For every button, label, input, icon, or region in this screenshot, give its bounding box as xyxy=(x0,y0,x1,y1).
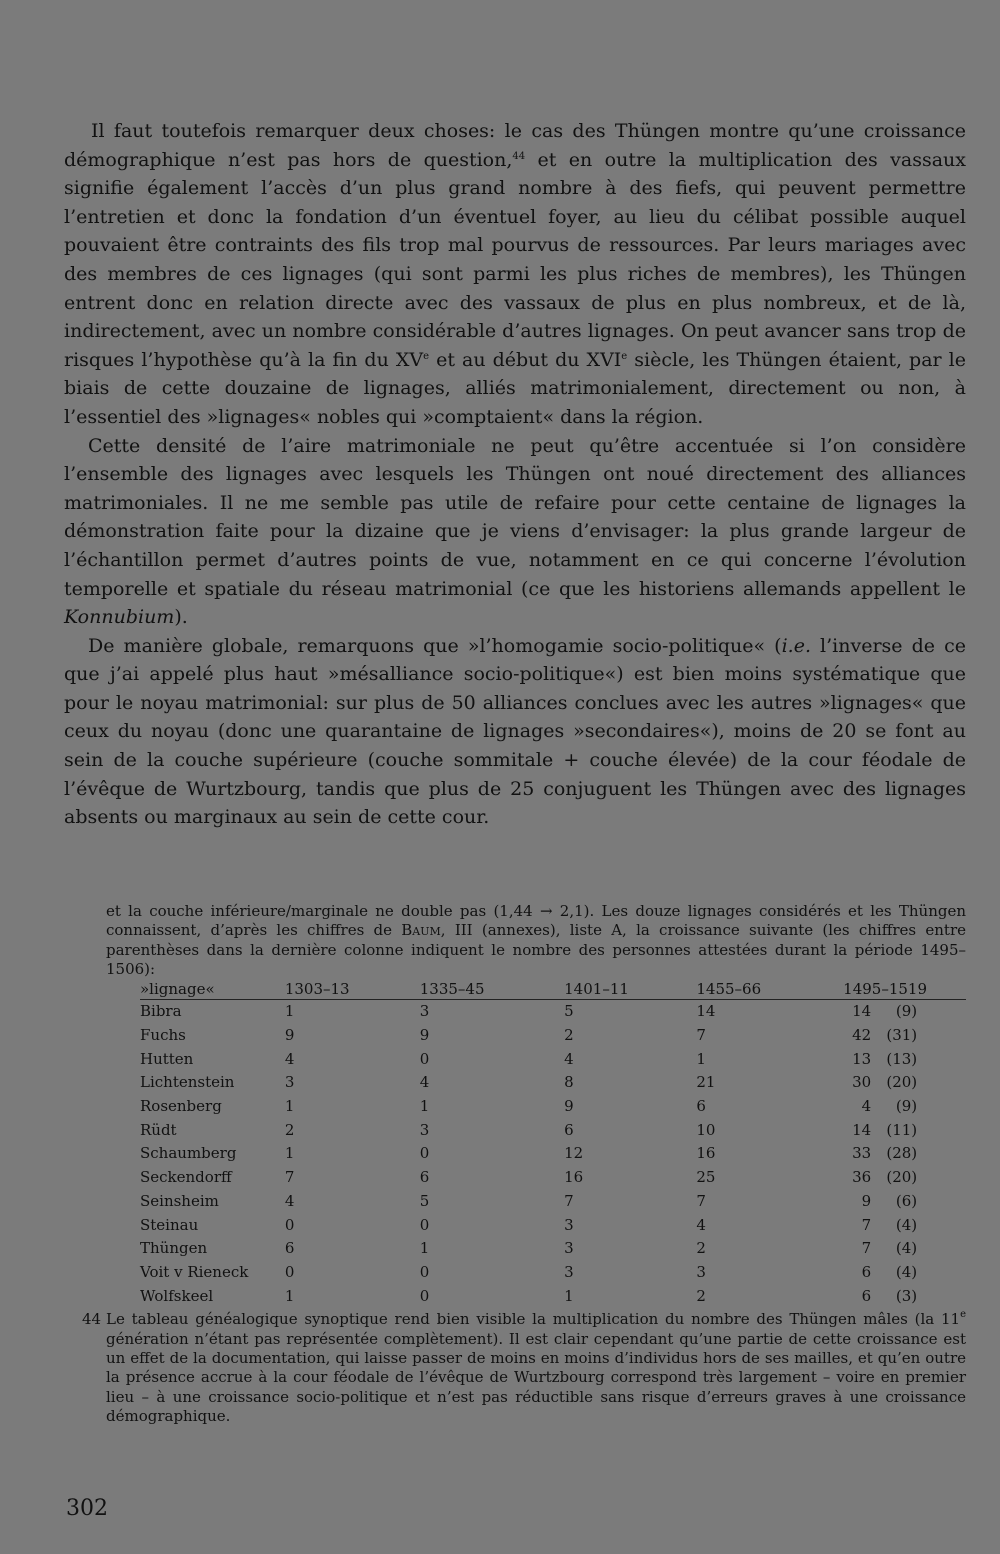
count-cell: 7 xyxy=(284,1168,295,1187)
count-cell xyxy=(819,1000,966,1024)
count-value: 33 xyxy=(852,1144,872,1163)
count-value: 4 xyxy=(861,1097,872,1115)
count-cell: 1 xyxy=(419,1239,430,1258)
paragraph-text: ). xyxy=(174,606,188,629)
column-header: 1335–45 xyxy=(396,979,536,1000)
count-cell: 7 xyxy=(564,1191,574,1210)
paragraph-1 xyxy=(64,117,966,432)
attested-count: (20) xyxy=(886,1168,918,1187)
italic-term: i.e. xyxy=(781,634,811,657)
count-cell: 3 xyxy=(419,1002,430,1021)
attested-count: (9) xyxy=(895,1002,918,1021)
main-text xyxy=(64,117,966,832)
lineage-name: Thüngen xyxy=(140,1239,208,1258)
count-value: 42 xyxy=(852,1025,872,1044)
count-cell: 9 xyxy=(284,1025,295,1044)
count-cell: 6 xyxy=(284,1239,295,1258)
table-row xyxy=(140,1285,966,1309)
count-cell: 3 xyxy=(284,1073,295,1092)
footnote-text-part: Le tableau généalogique synoptique rend bien visible la multiplication du nombre des Thüngen mâles (la 11 xyxy=(106,1310,961,1329)
count-cell xyxy=(819,1095,966,1119)
count-cell: 1 xyxy=(284,1002,295,1021)
table-row xyxy=(140,1095,966,1119)
count-cell: 3 xyxy=(419,1120,430,1139)
count-cell: 4 xyxy=(284,1191,295,1210)
count-cell: 2 xyxy=(696,1286,706,1305)
footnote-text: , III (annexes), liste A, la croissance suivante (les chiffres entre parenthèses dans la dernière colonne indiquent le nombre des personnes attestées durant la période 1495–1506): xyxy=(106,921,966,978)
count-value: 13 xyxy=(852,1049,872,1068)
lineage-name: Voit v Rieneck xyxy=(140,1262,249,1281)
lineage-name: Rosenberg xyxy=(140,1097,222,1115)
count-cell: 14 xyxy=(696,1002,716,1021)
lineage-name: Lichtenstein xyxy=(140,1073,235,1092)
count-cell: 0 xyxy=(419,1144,430,1163)
count-cell xyxy=(819,1119,966,1143)
superscript: e xyxy=(423,350,430,362)
count-cell: 3 xyxy=(564,1215,574,1234)
attested-count: (31) xyxy=(886,1025,918,1044)
paragraph-text: et en outre la multiplication des vassaux signifie également l’accès d’un plus grand nombre à des fiefs, qui peuvent permettre l’entretien et donc la fondation d’un éventuel foyer, au lieu du célibat possible auquel pouvaient être contraints des fils trop mal pourvus de ressources. Par leurs mariages avec des membres de ces lignages (qui sont parmi les plus riches de membres), les Thüngen entrent donc en relation directe avec des vassaux de plus en plus nombreux, et de là, indirectement, avec un nombre considérable d’autres lignages. On peut avancer sans trop de risques l’hypothèse qu’à la fin du XV xyxy=(64,148,966,371)
attested-count: (4) xyxy=(895,1239,918,1258)
paragraph-text: De manière globale, remarquons que »l’homogamie socio-politique« ( xyxy=(88,634,782,657)
count-cell: 3 xyxy=(564,1239,574,1258)
column-header: 1495–1519 xyxy=(819,979,966,1000)
count-value: 30 xyxy=(852,1073,872,1092)
italic-term: Konnubium xyxy=(64,606,175,629)
attested-count: (9) xyxy=(895,1097,918,1115)
count-cell: 5 xyxy=(419,1191,430,1210)
lineage-table xyxy=(140,979,966,1308)
table-row xyxy=(140,1166,966,1190)
count-cell: 21 xyxy=(696,1073,716,1092)
count-cell: 12 xyxy=(564,1144,584,1163)
count-cell: 2 xyxy=(564,1025,574,1044)
paragraph-text: l’inverse de ce que j’ai appelé plus haut »mésalliance socio-politique«) est bien moins systématique que pour le noyau matrimonial: sur plus de 50 alliances conclues avec les autres »lignages« que ceux du noyau (donc une quarantaine de lignages »secondaires«), moins de 20 se font au sein de la couche supérieure (couche sommitale + couche élevée) de la cour féodale de l’évêque de Wurtzbourg, tandis que plus de 25 conjuguent les Thüngen avec des lignages absents ou marginaux au sein de cette cour. xyxy=(64,634,966,829)
footnote-ref-44[interactable]: 44 xyxy=(512,150,526,162)
count-cell xyxy=(819,1142,966,1166)
count-cell xyxy=(819,1261,966,1285)
count-cell xyxy=(819,1048,966,1072)
count-cell: 6 xyxy=(696,1097,706,1115)
count-cell: 1 xyxy=(564,1286,574,1305)
footnote-continuation xyxy=(64,902,966,979)
count-value: 9 xyxy=(861,1191,872,1210)
count-cell: 4 xyxy=(284,1049,295,1068)
paragraph-text: Cette densité de l’aire matrimoniale ne peut qu’être accentuée si l’on considère l’ensemble des lignages avec lesquels les Thüngen ont noué directement des alliances matrimoniales. Il ne me semble pas utile de refaire pour cette centaine de lignages la démonstration faite pour la dizaine que je viens d’envisager: la plus grande largeur de l’échantillon permet d’autres points de vue, notamment en ce qui concerne l’évolution temporelle et spatiale du réseau matrimonial (ce que les historiens allemands appellent le xyxy=(64,434,966,600)
page-number: 302 xyxy=(66,1496,108,1521)
count-cell: 25 xyxy=(696,1168,716,1187)
count-cell xyxy=(819,1166,966,1190)
table-row xyxy=(140,1237,966,1261)
count-value: 6 xyxy=(861,1286,872,1305)
attested-count: (28) xyxy=(886,1144,918,1163)
paragraph-2 xyxy=(64,432,966,632)
count-cell: 1 xyxy=(284,1097,295,1115)
count-cell: 1 xyxy=(419,1097,430,1115)
footnote-text: et la couche inférieure/marginale ne double pas (1,44 → 2,1). Les douze lignages considérés et les Thüngen connaissent, d’après les chiffres de xyxy=(106,902,966,940)
count-value: 6 xyxy=(861,1262,872,1281)
column-header: 1455–66 xyxy=(682,979,819,1000)
count-cell: 16 xyxy=(696,1144,716,1163)
count-cell: 4 xyxy=(419,1073,430,1092)
superscript: e xyxy=(621,350,628,362)
paragraph-text: siècle, les Thüngen étaient, par le biais de cette douzaine de lignages, alliés matrimonialement, directement ou non, à l’essentiel des »lignages« nobles qui »comptaient« dans la région. xyxy=(64,348,966,428)
table-header-row xyxy=(140,979,966,1000)
lineage-name: Rüdt xyxy=(140,1120,177,1139)
count-cell: 4 xyxy=(696,1215,706,1234)
count-cell: 16 xyxy=(564,1168,584,1187)
footnote-number: 44 xyxy=(82,1310,102,1329)
count-value: 36 xyxy=(852,1168,872,1187)
author-name: Baum xyxy=(401,921,441,940)
table-row xyxy=(140,1142,966,1166)
lineage-name: Wolfskeel xyxy=(140,1286,214,1305)
table-row xyxy=(140,1000,966,1024)
attested-count: (4) xyxy=(895,1215,918,1234)
column-header: »lignage« xyxy=(140,979,281,1000)
count-cell: 6 xyxy=(419,1168,430,1187)
count-cell: 0 xyxy=(284,1215,295,1234)
count-cell xyxy=(819,1071,966,1095)
table-row xyxy=(140,1214,966,1238)
lineage-name: Hutten xyxy=(140,1049,194,1068)
table-row xyxy=(140,1024,966,1048)
column-header: 1401–11 xyxy=(536,979,682,1000)
count-cell xyxy=(819,1285,966,1309)
table-row xyxy=(140,1190,966,1214)
footnotes xyxy=(64,902,966,1426)
table-row xyxy=(140,1119,966,1143)
count-cell: 7 xyxy=(696,1191,706,1210)
count-value: 7 xyxy=(861,1215,872,1234)
count-cell: 5 xyxy=(564,1002,574,1021)
attested-count: (11) xyxy=(886,1120,918,1139)
count-value: 14 xyxy=(852,1120,872,1139)
footnote-text xyxy=(106,1310,966,1426)
count-cell: 0 xyxy=(419,1286,430,1305)
count-cell: 9 xyxy=(564,1097,574,1115)
attested-count: (3) xyxy=(895,1286,918,1305)
count-cell: 0 xyxy=(419,1215,430,1234)
table-row xyxy=(140,1048,966,1072)
table-body xyxy=(140,1000,966,1309)
paragraph-text: Il faut toutefois remarquer deux choses: le cas des Thüngen montre qu’une croissance démographique n’est pas hors de question, xyxy=(64,120,966,171)
lineage-name: Seinsheim xyxy=(140,1191,219,1210)
lineage-name: Bibra xyxy=(140,1002,182,1021)
superscript: e xyxy=(960,1309,966,1321)
count-cell xyxy=(819,1190,966,1214)
column-header: 1303–13 xyxy=(281,979,396,1000)
count-cell: 2 xyxy=(696,1239,706,1258)
attested-count: (4) xyxy=(895,1262,918,1281)
count-cell: 8 xyxy=(564,1073,574,1092)
paragraph-3 xyxy=(64,632,966,832)
count-cell: 0 xyxy=(284,1262,295,1281)
lineage-name: Fuchs xyxy=(140,1025,186,1044)
attested-count: (13) xyxy=(886,1049,918,1068)
lineage-name: Seckendorff xyxy=(140,1168,232,1187)
count-cell: 0 xyxy=(419,1049,430,1068)
table-row xyxy=(140,1261,966,1285)
count-cell: 2 xyxy=(284,1120,295,1139)
count-cell: 1 xyxy=(284,1144,295,1163)
footnote-44 xyxy=(64,1310,966,1426)
count-cell: 7 xyxy=(696,1025,706,1044)
lineage-name: Steinau xyxy=(140,1215,199,1234)
count-cell: 4 xyxy=(564,1049,574,1068)
count-cell xyxy=(819,1214,966,1238)
count-cell: 1 xyxy=(696,1049,706,1068)
count-value: 14 xyxy=(852,1002,872,1021)
count-cell: 6 xyxy=(564,1120,574,1139)
count-cell: 3 xyxy=(696,1262,706,1281)
count-cell: 3 xyxy=(564,1262,574,1281)
count-value: 7 xyxy=(861,1239,872,1258)
footnote-text-part: génération n’étant pas représentée complètement). Il est clair cependant qu’une partie de cette croissance est un effet de la documentation, qui laisse passer de moins en moins d’individus hors de ses mailles, et qu’en outre la présence accrue à la cour féodale de l’évêque de Wurtzbourg correspond très largement – voire en premier lieu – à une croissance socio-politique et n’est pas réductible sans risque d’erreurs graves à une croissance démographique. xyxy=(106,1329,966,1425)
count-cell: 9 xyxy=(419,1025,430,1044)
attested-count: (6) xyxy=(895,1191,918,1210)
count-cell xyxy=(819,1237,966,1261)
count-cell: 10 xyxy=(696,1120,716,1139)
attested-count: (20) xyxy=(886,1073,918,1092)
lineage-name: Schaumberg xyxy=(140,1144,237,1163)
count-cell xyxy=(819,1024,966,1048)
paragraph-text: et au début du XVI xyxy=(429,348,622,371)
table-row xyxy=(140,1071,966,1095)
count-cell: 0 xyxy=(419,1262,430,1281)
count-cell: 1 xyxy=(284,1286,295,1305)
